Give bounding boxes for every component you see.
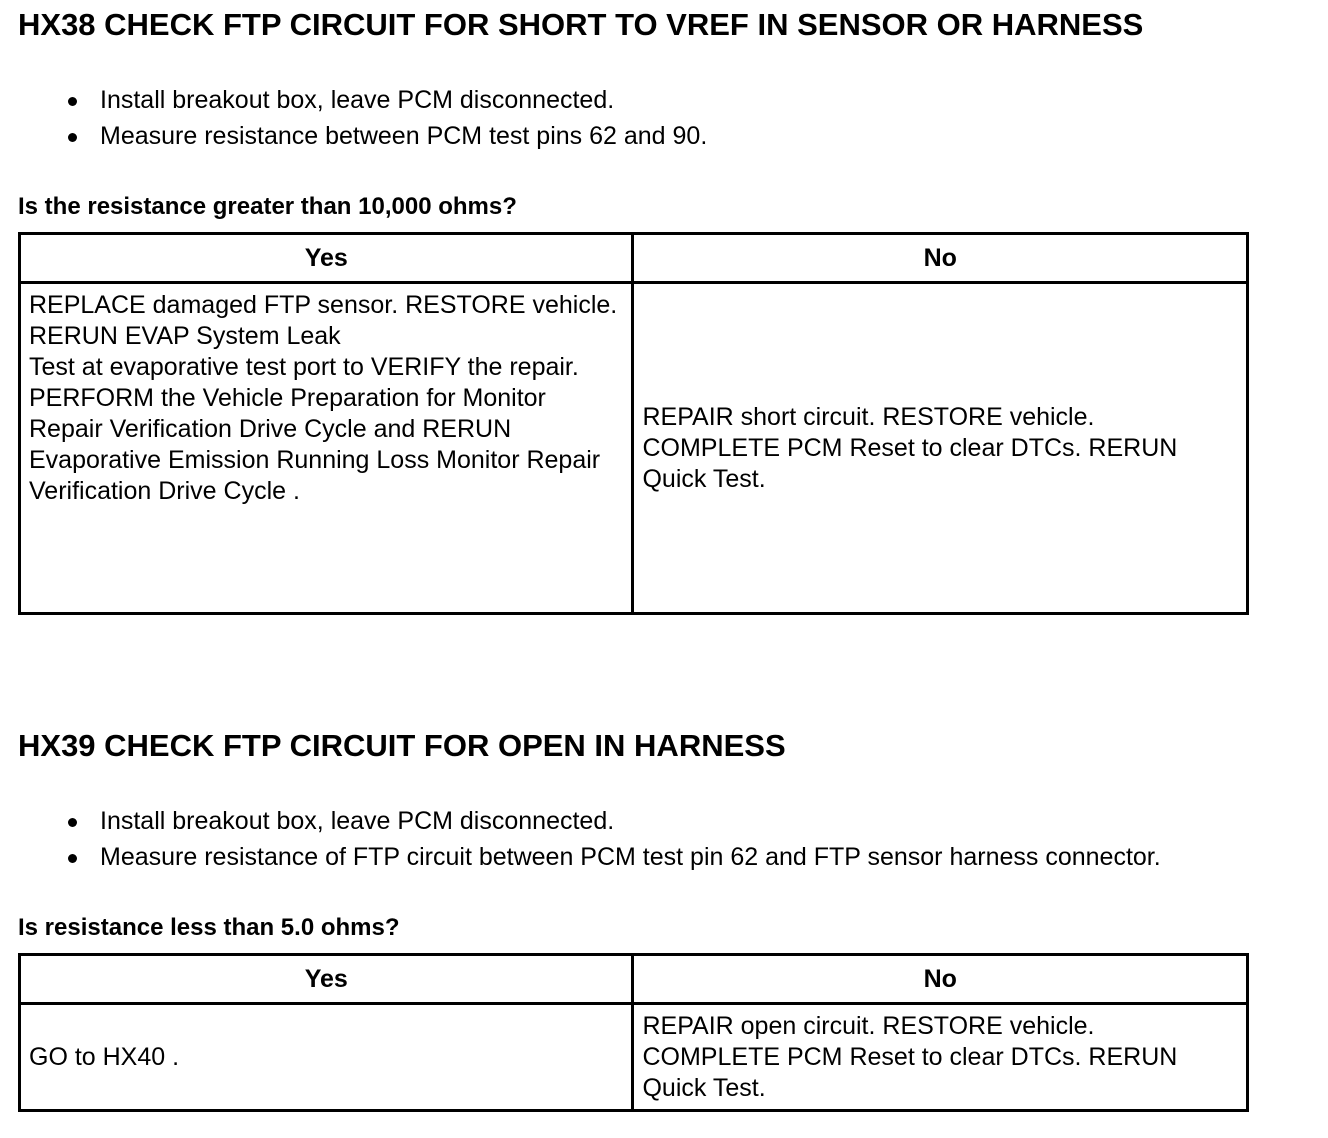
bullet-icon xyxy=(68,97,77,106)
bullet-text: Install breakout box, leave PCM disconnected. xyxy=(100,807,615,835)
table-row xyxy=(20,283,1248,614)
no-header: No xyxy=(633,234,1248,283)
table-row xyxy=(20,1004,1248,1111)
bullet-item xyxy=(64,839,1318,875)
bullet-item xyxy=(64,803,1318,839)
bullet-text: Install breakout box, leave PCM disconnected. xyxy=(100,86,615,114)
yes-header: Yes xyxy=(20,234,633,283)
no-header: No xyxy=(633,955,1248,1004)
yes-no-table xyxy=(18,232,1249,615)
bullet-item xyxy=(64,118,1318,154)
bullet-list xyxy=(18,803,1318,875)
question: Is resistance less than 5.0 ohms? xyxy=(18,914,400,941)
yes-cell xyxy=(20,1004,633,1111)
bullet-icon xyxy=(68,133,77,142)
section-hx38 xyxy=(18,6,1318,615)
section-heading: HX38 CHECK FTP CIRCUIT FOR SHORT TO VREF IN SENSOR OR HARNESS xyxy=(18,7,1144,42)
bullet-icon xyxy=(68,818,77,827)
section-hx39 xyxy=(18,727,1318,1112)
no-text: REPAIR short circuit. RESTORE vehicle. COMPLETE PCM Reset to clear DTCs. RERUN Quick Test. xyxy=(642,402,1178,493)
yes-header: Yes xyxy=(20,955,633,1004)
bullet-text: Measure resistance of FTP circuit between PCM test pin 62 and FTP sensor harness connector. xyxy=(100,843,1161,871)
question: Is the resistance greater than 10,000 ohms? xyxy=(18,193,517,220)
no-text: REPAIR open circuit. RESTORE vehicle. COMPLETE PCM Reset to clear DTCs. RERUN Quick Test. xyxy=(642,1011,1178,1102)
yes-no-table xyxy=(18,953,1249,1112)
bullet-item xyxy=(64,82,1318,118)
yes-text: REPLACE damaged FTP sensor. RESTORE vehicle. RERUN EVAP System Leak Test at evaporative test port to VERIFY the repair. PERFORM the Vehicle Preparation for Monitor Repair Verification Drive Cycle and RERUN Evaporative Emission Running Loss Monitor Repair Verification Drive Cycle . xyxy=(29,291,618,505)
table-header-row xyxy=(20,955,1248,1004)
section-heading: HX39 CHECK FTP CIRCUIT FOR OPEN IN HARNESS xyxy=(18,728,786,763)
table-header-row xyxy=(20,234,1248,283)
bullet-text: Measure resistance between PCM test pins 62 and 90. xyxy=(100,122,708,150)
yes-cell xyxy=(20,283,633,614)
yes-text: GO to HX40 . xyxy=(29,1042,180,1071)
no-cell xyxy=(633,1004,1248,1111)
no-cell xyxy=(633,283,1248,614)
bullet-list xyxy=(18,82,1318,154)
bullet-icon xyxy=(68,854,77,863)
